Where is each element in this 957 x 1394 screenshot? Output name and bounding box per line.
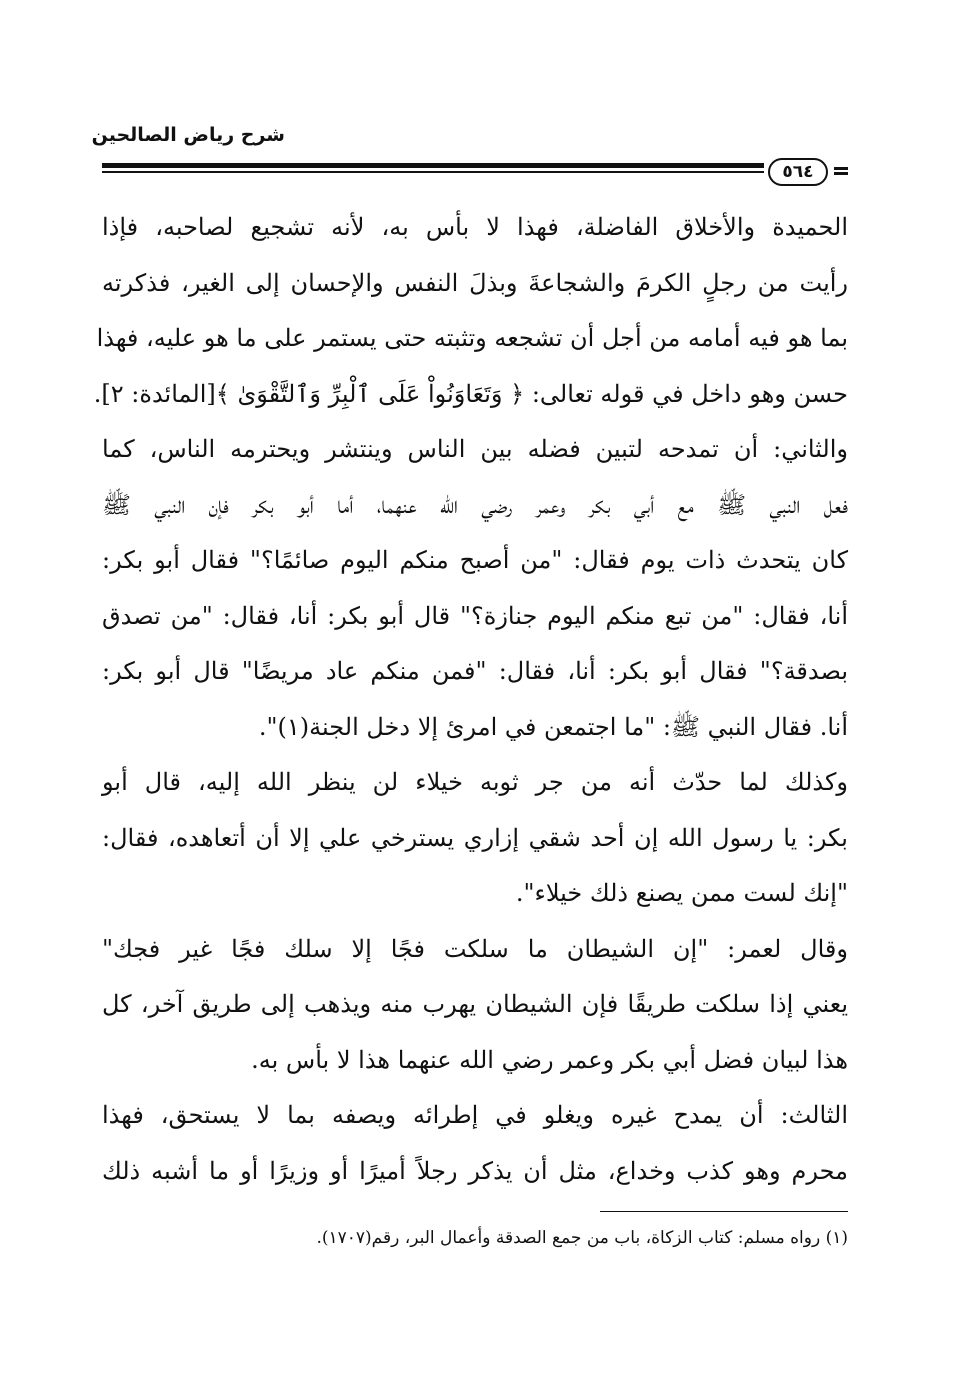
- header-rule-thick: [102, 163, 764, 168]
- page-number: ٥٦٤: [768, 158, 828, 186]
- body-text: [93, 200, 848, 1199]
- text-line: بما هو فيه أمامه من أجل أن تشجعه وتثبته حتى يستمر على ما هو عليه، فهذا: [96, 324, 848, 352]
- text-line: رأيت من رجلٍ الكرمَ والشجاعةَ وبذلَ النفس والإحسان إلى الغير، فذكرته: [102, 268, 848, 297]
- header-rule-thin: [102, 171, 764, 173]
- text-line: وقال لعمر: "إن الشيطان ما سلكت فجًا إلا سلك فجًا غير فجك": [102, 934, 848, 963]
- text-line: هذا لبيان فضل أبي بكر وعمر رضي الله عنهما هذا لا بأس به.: [251, 1045, 848, 1074]
- text-line: بصدقة؟" فقال أبو بكر: أنا، فقال: "فمن منكم عاد مريضًا" قال أبو بكر:: [102, 657, 848, 685]
- text-line: بكر: يا رسول الله إن أحد شقي إزاري يسترخي علي إلا أن أتعاهده، فقال:: [102, 823, 848, 852]
- footnote: (١) رواه مسلم: كتاب الزكاة، باب من جمع الصدقة وأعمال البر، رقم(١٧٠٧).: [316, 1228, 848, 1248]
- text-line: كان يتحدث ذات يوم فقال: "من أصبح منكم اليوم صائمًا؟" فقال أبو بكر:: [102, 546, 848, 574]
- running-title: شرح رياض الصالحين: [91, 124, 285, 146]
- text-line: يعني إذا سلكت طريقًا فإن الشيطان يهرب منه ويذهب إلى طريق آخر، كل: [102, 990, 848, 1018]
- header-rule: [102, 163, 764, 179]
- text-line: الثالث: أن يمدح غيره ويغلو في إطرائه ويصفه بما لا يستحق، فهذا: [102, 1101, 848, 1129]
- text-line: الحميدة والأخلاق الفاضلة، فهذا لا بأس به، لأنه تشجيع لصاحبه، فإذا: [102, 213, 848, 241]
- text-line: حسن وهو داخل في قوله تعالى: ﴿ وَتَعَاوَنُواْ عَلَى ٱلْبِرِّ وَٱلتَّقْوَىٰ ﴾[المائدة: ٢].: [93, 379, 848, 408]
- footnote-separator: [600, 1211, 848, 1212]
- text-line: "إنك لست ممن يصنع ذلك خيلاء".: [515, 879, 848, 907]
- text-line: والثاني: أن تمدحه لتبين فضله بين الناس وينتشر ويحترمه الناس، كما: [102, 435, 848, 463]
- text-line: أنا، فقال: "من تبع منكم اليوم جنازة؟" قال أبو بكر: أنا، فقال: "من تصدق: [102, 601, 848, 630]
- text-line: وكذلك لما حدّث أنه من جر ثوبه خيلاء لن ينظر الله إليه، قال أبو: [102, 768, 848, 796]
- text-line: فعل النبي ﷺ مع أبي بكر وعمر رضي الله عنهما، أما أبو بكر فإن النبي ﷺ: [102, 490, 848, 519]
- text-line: محرم وهو كذب وخداع، مثل أن يذكر رجلاً أميرًا أو وزيرًا أو ما أشبه ذلك: [102, 1156, 848, 1185]
- header-ornament-icon: [834, 167, 848, 177]
- text-line: أنا. فقال النبي ﷺ: "ما اجتمعن في امرئ إلا دخل الجنة(١)".: [258, 712, 848, 741]
